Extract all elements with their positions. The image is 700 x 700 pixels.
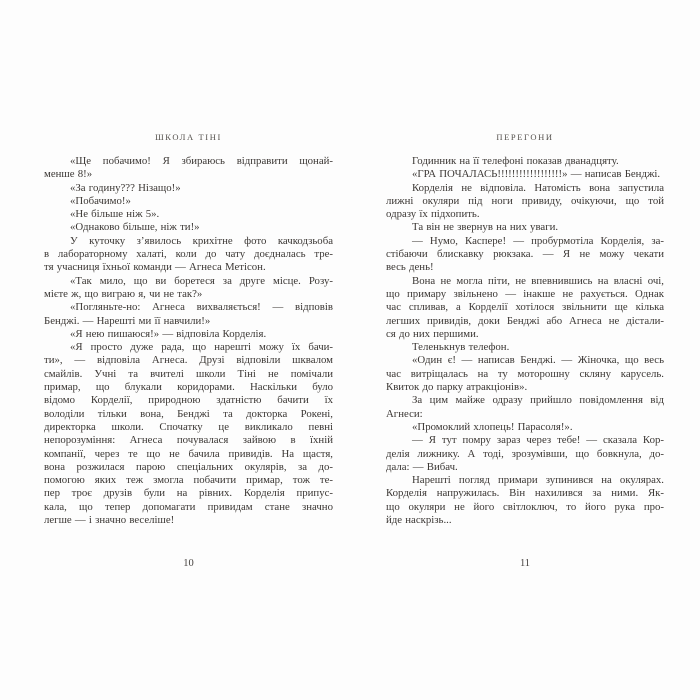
text-line: Нарешті погляд примари зупинився на окулярах. [412,474,664,487]
text-line: в лабораторному халаті, коли до чату доєдналась тре- [44,248,333,261]
running-head-right: ПЕРЕГОНИ [496,132,554,142]
text-line: одразу їх підхопить. [386,208,480,221]
text-line: що примару звільнено — інакше не рахується. Однак [386,287,664,300]
text-line: «Я нею пишаюся!» — відповіла Корделія. [70,327,267,340]
text-line: Агнеси: [386,407,423,420]
text-line: тя учасниця їхньої команди — Агнеса Метісон. [44,261,266,274]
text-line: «Ще побачимо! Я збираюсь відправити щонай- [70,155,333,167]
text-line: — Я тут помру зараз через тебе! — сказала Кор- [412,434,664,447]
text-line: Бенджі. — Нарешті ми її навчили!» [44,314,211,327]
text-line: володіли тільки вона, Бенджі та докторка Рокені, [44,407,333,420]
text-line: ти», — відповіла Агнеса. Друзі відповіли шквалом [44,354,333,367]
text-line: Вона не могла піти, не впевнившись на власні очі, [412,274,664,287]
text-line: «Я просто дуже рада, що нарешті можу їх бачи- [70,341,333,354]
text-line: лижні окуляри під ноги привиду, очікуючи, що той [386,194,664,207]
text-line: делія лижнику. А тоді, зрозумівши, що бовкнула, до- [386,447,664,460]
text-line: «ГРА ПОЧАЛАСЬ!!!!!!!!!!!!!!!!!!» — написав Бенджі. [412,168,661,181]
text-line: директорка школи. Спочатку це викликало певні [44,420,333,433]
text-line: Квиток до парку атракціонів». [386,381,528,394]
text-line: кала, що тепер допомагати привидам стане значно [44,500,333,513]
text-line: «Один є! — написав Бенджі. — Жіночка, що весь [412,354,664,367]
left-page-text [44,155,333,527]
left-page [44,0,333,700]
text-line: час спливав, а Корделії хотілося звільнити ще кілька [386,301,664,314]
text-line: «Не більше ніж 5». [70,208,160,221]
text-line: йде наскрізь... [386,514,452,527]
text-line: помогою яких теж змогла побачити примар, тож те- [44,474,333,487]
text-line: «Так мило, що ви боретеся за друге місце. Розу- [70,274,333,287]
text-line: — Нумо, Каспере! — пробурмотіла Корделія, за- [412,234,664,247]
text-line: відомо Корделії, природною здатністю бачити їх [44,394,333,407]
page-number-left: 10 [183,558,194,569]
text-line: компанії, через те що не бачила привидів. На щастя, [44,447,333,460]
text-line: примар, що блукали коридорами. Наскільки було [44,381,333,394]
text-line: «Промоклий хлопець! Парасоля!». [412,420,573,433]
text-line: час витріщалась на ту моторошну скляну карусель. [386,367,664,380]
text-line: легше — і значно веселіше! [44,514,175,527]
text-line: мієте ж, що виграю я, чи не так?» [44,287,203,300]
text-line: ся до них першими. [386,327,479,340]
text-line: весь день! [386,261,434,274]
running-head-left: ШКОЛА ТІНІ [155,132,222,142]
text-line: Корделія не відповіла. Натомість вона запустила [412,181,664,194]
text-line: Та він не звернув на них уваги. [412,221,559,234]
text-line: Корделія напружилась. Він нахилився за ними. Як- [386,487,664,500]
text-line: легших привидів, доки Бенджі або Агнеса не дістали- [386,314,664,327]
text-line: смайлів. Учні та вчителі школи Тіні не помічали [44,367,333,380]
text-line: У куточку з’явилось крихітне фото качкодзьоба [70,234,333,247]
text-line: «Побачимо!» [70,194,131,207]
text-line: «За годину??? Нізащо!» [70,181,181,194]
text-line: Годинник на її телефоні показав дванадцяту. [412,155,619,167]
text-line: що окуляри не його світлоключ, то його рука про- [386,500,664,513]
text-line: «Погляньте-но: Агнеса вихваляється! — відповів [70,301,333,314]
text-line: Теленькнув телефон. [412,341,510,354]
text-line: «Однаково більше, ніж ти!» [70,221,200,234]
text-line: стібаючи блискавку рюкзака. — Я не можу чекати [386,248,664,261]
text-line: пер троє друзів були на рівних. Корделія припус- [44,487,333,500]
page-number-right: 11 [519,558,531,569]
right-page [386,0,664,700]
text-line: непорозуміння: Агнеса почувалася зайвою в їхній [44,434,333,447]
text-line: дала: — Вибач. [386,460,458,473]
text-line: менше 8!» [44,168,93,181]
right-page-text [386,155,664,527]
text-line: За цим майже одразу прийшло повідомлення від [412,394,664,407]
text-line: вона розжилася парою спеціальних окулярів, за до- [44,460,333,473]
